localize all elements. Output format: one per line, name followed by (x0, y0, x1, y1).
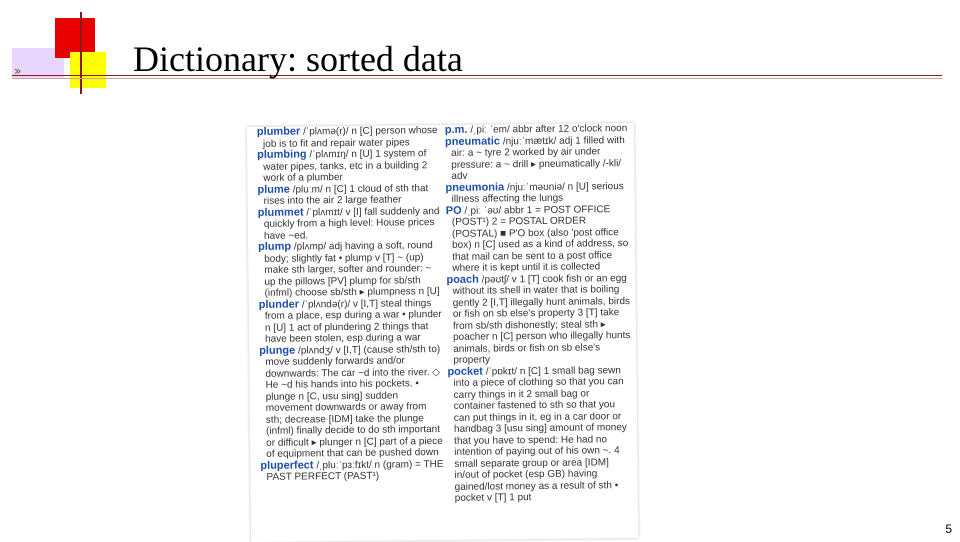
entry-definition: /ˈplʌmɪŋ/ n [U] 1 system of water pipes, tanks, etc in a building 2 work of a plumber (263, 148, 428, 184)
entry-headword: plumbing (257, 148, 307, 161)
dictionary-column-left (257, 125, 446, 483)
arrow-bullet-icon: » (14, 64, 22, 78)
dictionary-entry (447, 365, 633, 505)
page-number: 5 (945, 522, 952, 536)
dictionary-column-right (445, 123, 634, 504)
entry-definition: /pəʊtʃ/ v 1 [T] cook fish or an egg without its shell in water that is boiling gently 2 [I,T] illegally hunt animals, birds or fish on sb else's property 3 [T] take from sb/sth dishonestly; steal sth ▸ poacher n [C] person who illegally hunts animals, birds or fish on sb else's property (452, 272, 631, 366)
entry-definition: /ˌpiː ˈəʊ/ abbr 1 = POST OFFICE (POST¹) 2 = POSTAL ORDER (POSTAL) ■ P'O box (also 'post office box) n [C] used as a kind of address, so that mail can be sent to a post office where it is kept until it is collected (451, 203, 629, 274)
dictionary-entry (257, 182, 442, 207)
entry-headword: plump (258, 240, 292, 253)
entry-headword: pluperfect (260, 458, 314, 472)
entry-headword: plunder (258, 298, 300, 311)
entry-definition: /plʌndʒ/ v [I,T] (cause sth/sth to) move suddenly forwards and/or downwards: The car ~d into the river. ◇ He ~d his hands into his pockets. • plunge n [C, usu sing] sudden movement downwards or away from sth; decrease [IDM] take the plunge (infml) finally decide to do sth important or difficult ▸ plunger n [C] part of a piece of equipment that can be pushed down (265, 343, 443, 460)
dictionary-entry (446, 204, 632, 275)
entry-headword: pneumonia (445, 180, 505, 194)
dictionary-image (247, 123, 638, 542)
entry-definition: /pluːm/ n [C] 1 cloud of sth that rises into the air 2 large feather (263, 182, 429, 207)
entry-headword: plumber (256, 125, 301, 138)
dictionary-entry (259, 297, 444, 345)
dictionary-entry (446, 273, 632, 367)
entry-definition: /ˈplʌndə(r)/ v [I,T] steal things from a place, esp during a war • plunder n [U] 1 act of plundering 2 things that have been stolen, esp during a war (264, 297, 442, 345)
entry-definition: /ˈplʌmə(r)/ n [C] person whose job is to fit and repair water pipes (262, 125, 438, 150)
entry-definition: /ˈpɒkɪt/ n [C] 1 small bag sewn into a piece of clothing so that you can carry things in it 2 small bag or container fastened to sth so that you can put things in it, eg in a car door or handbag 3 [usu sing] amount of money that you have to spend: He had no intention of paying out of his own ~. 4 small separate group or area [IDM] in/out of pocket (esp GB) having gained/lost money as a result of sth • pocket v [T] 1 put (453, 364, 627, 504)
dictionary-entry (260, 458, 445, 483)
dictionary-entry (258, 240, 444, 299)
entry-headword: p.m. (444, 123, 468, 136)
entry-headword: pocket (447, 365, 483, 378)
entry-definition: /ˌpiː ˈem/ abbr after 12 o'clock noon (467, 123, 628, 136)
entry-definition: /ˌpluːˈpɜːfɪkt/ n (gram) = THE PAST PERFECT (PAST¹) (266, 458, 444, 483)
entry-definition: /njuːˈməʊniə/ n [U] serious illness affecting the lungs (451, 180, 624, 205)
entry-headword: plume (257, 183, 290, 196)
entry-definition: /njuːˈmætɪk/ adj 1 filled with air: a ~ tyre 2 worked by air under pressure: a ~ drill ▸ pneumatically /-kli/ adv (451, 134, 625, 182)
entry-definition: /ˈplʌmɪt/ v [I] fall suddenly and quickly from a high level: House prices have ~ed. (263, 205, 440, 242)
dictionary-entry (257, 148, 442, 184)
dictionary-entry (258, 205, 443, 241)
dictionary-entry (445, 181, 630, 206)
slide-title: Dictionary: sorted data (133, 39, 463, 79)
entry-headword: plummet (257, 205, 304, 219)
decor-vertical-line (80, 12, 82, 94)
entry-headword: PO (445, 204, 462, 217)
entry-definition: /plʌmp/ adj having a soft, round body; slightly fat • plump v [T] ~ (up) make sth larger, softer and rounder: ~ up the pillows [PV] plump for sb/sth (infml) choose sb/sth ▸ plumpness n [U] (264, 240, 440, 299)
decor-yellow-square (70, 52, 106, 88)
dictionary-entry (445, 135, 630, 183)
dictionary-entry (259, 343, 445, 460)
entry-headword: poach (446, 273, 479, 286)
entry-headword: plunge (259, 344, 296, 357)
dictionary-entry (257, 125, 442, 150)
entry-headword: pneumatic (444, 134, 501, 148)
